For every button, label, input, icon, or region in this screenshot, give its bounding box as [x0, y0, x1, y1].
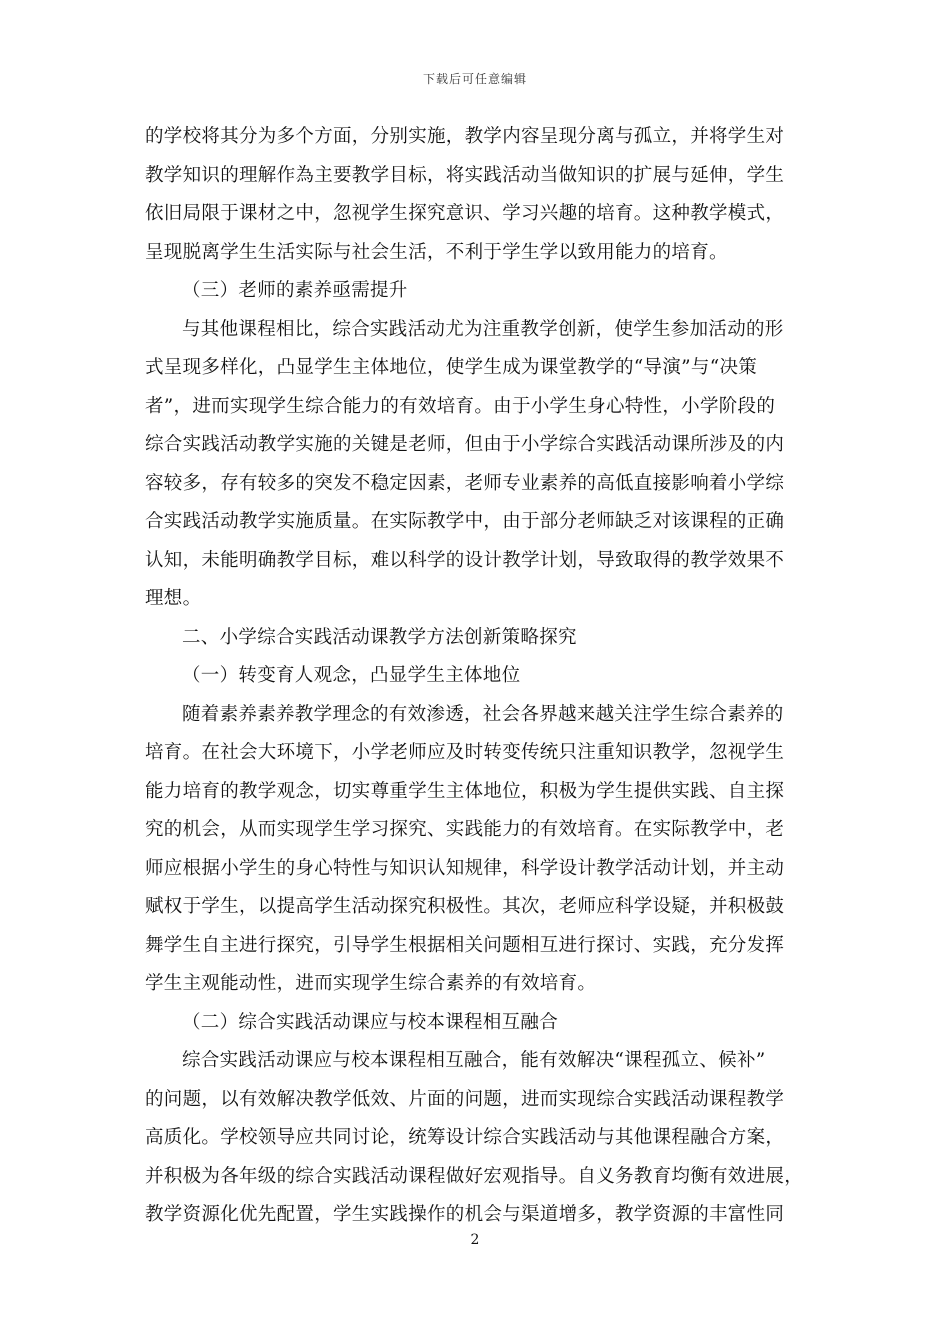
text-line: 舞学生自主进行探究，引导学生根据相关问题相互进行探讨、实践，充分发挥 [145, 934, 785, 956]
text-line: 容较多，存有较多的突发不稳定因素，老师专业素养的高低直接影响着小学综 [145, 472, 785, 494]
text-line: 理想。 [145, 588, 202, 609]
text-line: 培育。在社会大环境下，小学老师应及时转变传统只注重知识教学，忽视学生 [145, 742, 785, 763]
text-line: 综合实践活动课应与校本课程相互融合，能有效解决“课程孤立、候补” [182, 1050, 766, 1071]
text-line: 教学知识的理解作為主要教学目标，将实践活动当做知识的扩展与延伸，学生 [145, 164, 785, 186]
text-line: 认知，未能明确教学目标，难以科学的设计教学计划，导致取得的教学效果不 [145, 549, 785, 571]
text-line: 随着素养素养教学理念的有效渗透，社会各界越来越关注学生综合素养的 [182, 703, 784, 725]
text-line: 学生主观能动性，进而实现学生综合素养的有效培育。 [145, 973, 597, 994]
text-line: 能力培育的教学观念，切实尊重学生主体地位，积极为学生提供实践、自主探 [145, 780, 785, 802]
document-body [145, 118, 807, 1235]
section-heading-1: （一）转变育人观念，凸显学生主体地位 [182, 665, 521, 686]
section-heading-3: （三）老师的素养亟需提升 [182, 280, 408, 301]
text-line: 的学校将其分为多个方面，分别实施，教学内容呈现分离与孤立，并将学生对 [145, 126, 785, 147]
text-line: 呈现脱离学生生活实际与社会生活，不利于学生学以致用能力的培育。 [145, 241, 728, 263]
text-line: 综合实践活动教学实施的关键是老师，但由于小学综合实践活动课所涉及的内 [145, 434, 785, 455]
text-line: 究的机会，从而实现学生学习探究、实践能力的有效培育。在实际教学中，老 [145, 819, 785, 840]
page-header: 下载后可任意编辑 [422, 72, 527, 86]
text-line: 合实践活动教学实施质量。在实际教学中，由于部分老师缺乏对该课程的正确 [145, 511, 785, 532]
text-line: 者”，进而实现学生综合能力的有效培育。由于小学生身心特性，小学阶段的 [145, 395, 776, 417]
text-line: 并积极为各年级的综合实践活动课程做好宏观指导。自义务教育均衡有效进展， [145, 1165, 804, 1187]
text-line: 依旧局限于课材之中，忽视学生探究意识、学习兴趣的培育。这种教学模式， [145, 203, 785, 224]
text-line: 教学资源化优先配置，学生实践操作的机会与渠道增多，教学资源的丰富性同 [145, 1204, 785, 1225]
page-number: 2 [470, 1232, 480, 1248]
text-line: 的问题，以有效解决教学低效、片面的问题，进而实现综合实践活动课程教学 [145, 1088, 785, 1110]
text-line: 式呈现多样化，凸显学生主体地位，使学生成为课堂教学的“导演”与“决策 [145, 357, 758, 378]
section-heading-2: （二）综合实践活动课应与校本课程相互融合 [182, 1011, 559, 1033]
chapter-heading-2: 二、小学综合实践活动课教学方法创新策略探究 [182, 626, 577, 648]
text-line: 与其他课程相比，综合实践活动尤为注重教学创新，使学生参加活动的形 [182, 318, 784, 340]
text-line: 师应根据小学生的身心特性与知识认知规律，科学设计教学活动计划，并主动 [145, 857, 785, 879]
text-line: 赋权于学生，以提高学生活动探究积极性。其次，老师应科学设疑，并积极鼓 [145, 896, 785, 917]
text-line: 高质化。学校领导应共同讨论，统筹设计综合实践活动与其他课程融合方案， [145, 1127, 785, 1148]
